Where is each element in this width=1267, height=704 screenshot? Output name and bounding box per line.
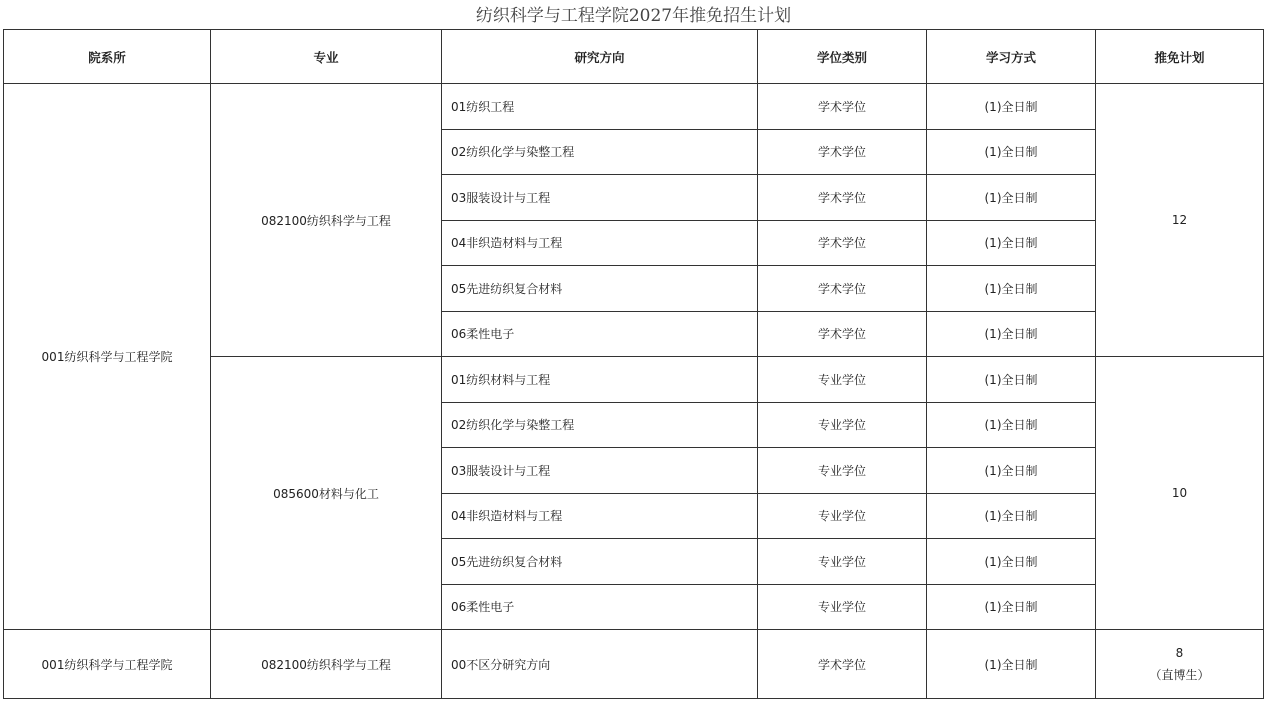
major-cell: 082100纺织科学与工程: [211, 630, 442, 699]
direction-cell: 06柔性电子: [442, 311, 758, 357]
mode-cell: (1)全日制: [927, 402, 1096, 448]
mode-cell: (1)全日制: [927, 220, 1096, 266]
degree-cell: 学术学位: [758, 175, 927, 221]
direction-cell: 05先进纺织复合材料: [442, 266, 758, 312]
mode-cell: (1)全日制: [927, 448, 1096, 494]
mode-cell: (1)全日制: [927, 84, 1096, 130]
mode-cell: (1)全日制: [927, 630, 1096, 699]
degree-cell: 专业学位: [758, 448, 927, 494]
direction-cell: 05先进纺织复合材料: [442, 539, 758, 585]
column-header-quota: 推免计划: [1096, 30, 1264, 84]
table-row: [4, 84, 1264, 130]
degree-cell: 学术学位: [758, 630, 927, 699]
degree-cell: 学术学位: [758, 311, 927, 357]
mode-cell: (1)全日制: [927, 493, 1096, 539]
direction-cell: 03服装设计与工程: [442, 175, 758, 221]
direction-cell: 01纺织工程: [442, 84, 758, 130]
mode-cell: (1)全日制: [927, 175, 1096, 221]
degree-cell: 学术学位: [758, 84, 927, 130]
column-header-dept: 院系所: [4, 30, 211, 84]
degree-cell: 专业学位: [758, 357, 927, 403]
direction-cell: 01纺织材料与工程: [442, 357, 758, 403]
direction-cell: 04非织造材料与工程: [442, 220, 758, 266]
direction-cell: 00不区分研究方向: [442, 630, 758, 699]
major-cell: 082100纺织科学与工程: [211, 84, 442, 357]
mode-cell: (1)全日制: [927, 539, 1096, 585]
direction-cell: 04非织造材料与工程: [442, 493, 758, 539]
column-header-degree: 学位类别: [758, 30, 927, 84]
table-row: [4, 630, 1264, 699]
quota-cell: 12: [1096, 84, 1264, 357]
dept-cell: 001纺织科学与工程学院: [4, 84, 211, 630]
mode-cell: (1)全日制: [927, 584, 1096, 630]
column-header-major: 专业: [211, 30, 442, 84]
major-cell: 085600材料与化工: [211, 357, 442, 630]
direction-cell: 02纺织化学与染整工程: [442, 129, 758, 175]
column-header-mode: 学习方式: [927, 30, 1096, 84]
page-title: 纺织科学与工程学院2027年推免招生计划: [475, 6, 792, 26]
quota-note: （直博生）: [1149, 668, 1210, 682]
mode-cell: (1)全日制: [927, 266, 1096, 312]
degree-cell: 专业学位: [758, 539, 927, 585]
degree-cell: 学术学位: [758, 129, 927, 175]
degree-cell: 专业学位: [758, 402, 927, 448]
table-header-row: [4, 30, 1264, 84]
degree-cell: 专业学位: [758, 584, 927, 630]
quota-value: 8: [1175, 646, 1184, 660]
degree-cell: 学术学位: [758, 266, 927, 312]
quota-cell: 10: [1096, 357, 1264, 630]
enrollment-plan-table: [3, 29, 1264, 699]
mode-cell: (1)全日制: [927, 357, 1096, 403]
direction-cell: 02纺织化学与染整工程: [442, 402, 758, 448]
mode-cell: (1)全日制: [927, 311, 1096, 357]
degree-cell: 学术学位: [758, 220, 927, 266]
column-header-direction: 研究方向: [442, 30, 758, 84]
dept-cell: 001纺织科学与工程学院: [4, 630, 211, 699]
quota-cell: [1096, 630, 1264, 699]
mode-cell: (1)全日制: [927, 129, 1096, 175]
degree-cell: 专业学位: [758, 493, 927, 539]
direction-cell: 06柔性电子: [442, 584, 758, 630]
direction-cell: 03服装设计与工程: [442, 448, 758, 494]
